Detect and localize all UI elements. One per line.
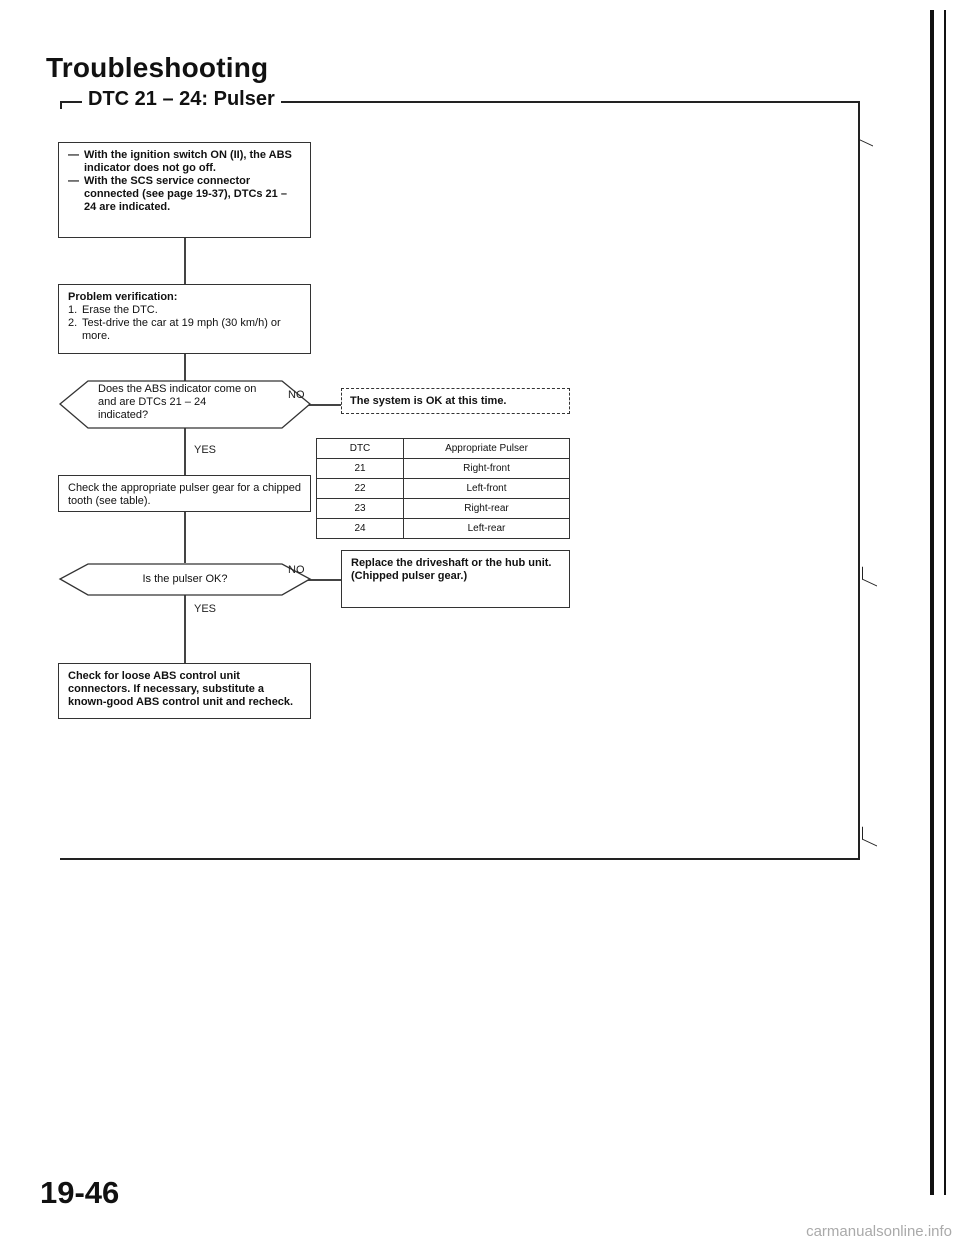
verification-step: 2. Test-drive the car at 19 mph (30 km/h) or more. [68, 317, 281, 342]
no-label: NO [288, 389, 305, 401]
watermark: carmanualsonline.info [806, 1223, 952, 1240]
frame-bottom [60, 858, 860, 860]
yes-label: YES [194, 444, 217, 456]
frame-right [858, 101, 860, 860]
no-label: NO [288, 564, 305, 576]
table-row: 21 Right-front [317, 459, 570, 479]
table-header-dtc: DTC [317, 439, 404, 459]
connector-line [184, 354, 186, 382]
edge-bar-outer [930, 10, 934, 1195]
replace-driveshaft-box [341, 550, 570, 608]
page-title: Troubleshooting [46, 52, 269, 83]
table-header-row [317, 439, 570, 459]
connector-line [184, 238, 186, 284]
table-header-pulser: Appropriate Pulser [404, 439, 570, 459]
symptom-item: — With the ignition switch ON (II), the ABS indicator does not go off. [68, 149, 301, 175]
table-row: 23 Right-rear [317, 499, 570, 519]
symptom-box [58, 142, 311, 238]
page-number: 19-46 [40, 1175, 120, 1210]
page-subtitle: DTC 21 – 24: Pulser [82, 88, 281, 111]
verification-heading: Problem verification: [68, 291, 178, 303]
corner-mark [862, 567, 877, 587]
connector-line [184, 595, 186, 663]
corner-mark [858, 127, 873, 147]
table-row: 22 Left-front [317, 479, 570, 499]
pulser-table [316, 438, 570, 539]
replace-text: Replace the driveshaft or the hub unit. [351, 557, 552, 569]
corner-mark [862, 827, 877, 847]
final-check-box: Check for loose ABS control unit connectors. If necessary, substitute a known-good ABS control unit and recheck. [58, 663, 311, 719]
table-row: 24 Left-rear [317, 519, 570, 539]
connector-line [184, 427, 186, 475]
verification-box [58, 284, 311, 354]
decision-2-text: Is the pulser OK? [142, 573, 228, 585]
edge-bar-inner [944, 10, 946, 1195]
decision-1-text: Does the ABS indicator come on and are DTCs 21 – 24 indicated? [98, 383, 257, 421]
symptom-item: — With the SCS service connector connected (see page 19-37), DTCs 21 – 24 are indicated. [68, 175, 301, 214]
replace-reason: (Chipped pulser gear.) [351, 570, 468, 582]
verification-step: 1. Erase the DTC. [68, 304, 158, 316]
check-gear-box: Check the appropriate pulser gear for a chipped tooth (see table). [58, 475, 311, 512]
header-rule-tick [60, 101, 62, 109]
connector-line [184, 512, 186, 563]
system-ok-box: The system is OK at this time. [341, 388, 570, 414]
yes-label: YES [194, 603, 217, 615]
